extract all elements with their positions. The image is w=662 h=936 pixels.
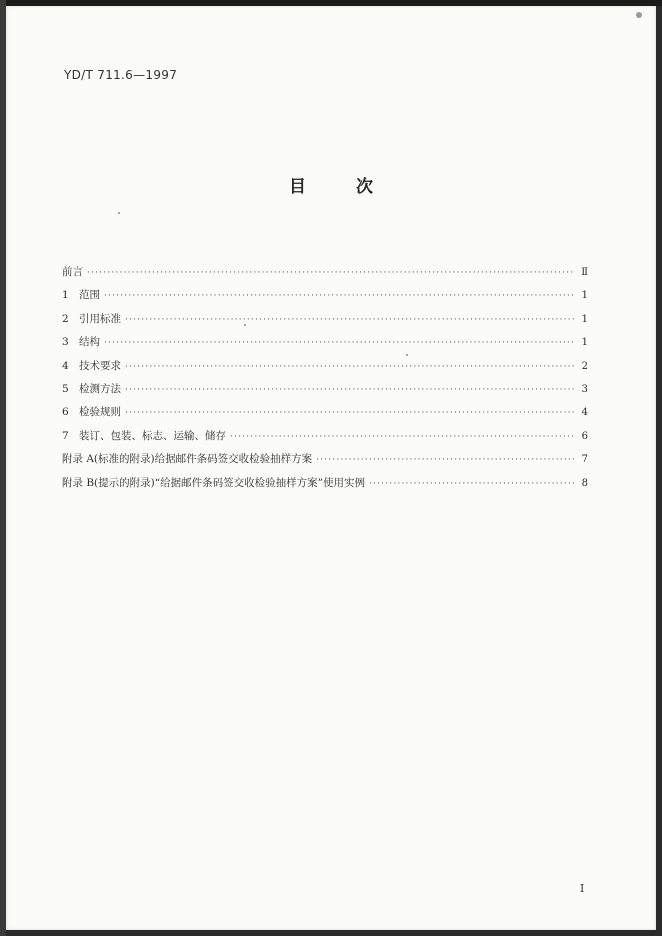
- toc-entry-page: 7: [581, 454, 588, 466]
- standard-number: YD/T 711.6—1997: [64, 68, 178, 82]
- toc-entry-number: 2: [62, 312, 69, 325]
- toc-leader-dots: [125, 315, 574, 325]
- toc-entry-label: 引用标准: [79, 312, 121, 325]
- toc-entry-page: 1: [581, 290, 588, 302]
- toc-entry-foreword[interactable]: [62, 264, 588, 287]
- toc-entry-packaging[interactable]: [62, 428, 588, 451]
- page-title: 目 次: [289, 177, 373, 197]
- page-number: I: [580, 882, 585, 895]
- toc-leader-dots: [125, 408, 574, 418]
- toc-entry-label: 结构: [79, 336, 100, 349]
- toc-entry-page: 6: [581, 430, 588, 442]
- toc-entry-label: 前言: [62, 266, 83, 278]
- toc-entry-appendix-b[interactable]: [62, 475, 588, 498]
- toc-entry-label: 附录 A(标准的附录)给据邮件条码签交收检验抽样方案: [62, 453, 313, 466]
- scan-corner-mark: [636, 12, 642, 18]
- scan-speck: [406, 354, 408, 356]
- toc-entry-test-methods[interactable]: [62, 381, 588, 404]
- toc-entry-label: 技术要求: [79, 359, 121, 372]
- toc-entry-page: 1: [581, 313, 588, 325]
- toc-entry-page: 3: [581, 383, 588, 395]
- toc-leader-dots: [104, 291, 574, 301]
- toc-leader-dots: [125, 362, 574, 372]
- toc-entry-label: 检测方法: [79, 382, 121, 395]
- toc-entry-inspection-rules[interactable]: [62, 404, 588, 427]
- toc-entry-page: 1: [581, 337, 588, 349]
- toc-entry-appendix-a[interactable]: [62, 451, 588, 474]
- toc-entry-number: 4: [62, 359, 69, 372]
- toc-entry-label: 范围: [79, 289, 100, 302]
- toc-entry-requirements[interactable]: [62, 358, 588, 381]
- toc-entry-label: 装订、包装、标志、运输、储存: [79, 429, 226, 442]
- toc-entry-page: 4: [581, 407, 588, 419]
- toc-leader-dots: [369, 479, 574, 489]
- toc-entry-structure[interactable]: [62, 334, 588, 357]
- toc-entry-references[interactable]: [62, 311, 588, 334]
- toc-entry-scope[interactable]: [62, 287, 588, 310]
- toc-leader-dots: [125, 385, 574, 395]
- toc-leader-dots: [230, 432, 574, 442]
- toc-entry-label: 附录 B(提示的附录)“给据邮件条码签交收检验抽样方案”使用实例: [62, 476, 365, 489]
- toc-leader-dots: [104, 338, 574, 348]
- scan-speck: [118, 212, 120, 214]
- toc-entry-page: 2: [581, 360, 588, 372]
- toc-leader-dots: [316, 455, 574, 465]
- toc-entry-number: 5: [62, 382, 69, 395]
- scan-speck: [244, 324, 246, 326]
- toc-entry-page: 8: [581, 477, 588, 489]
- toc-entry-number: 1: [62, 289, 69, 302]
- toc-entry-number: 6: [62, 406, 69, 419]
- document-page: [6, 6, 656, 930]
- table-of-contents: [62, 264, 588, 498]
- toc-entry-page: Ⅱ: [581, 267, 588, 278]
- toc-entry-label: 检验规则: [79, 406, 121, 419]
- toc-leader-dots: [87, 268, 574, 278]
- toc-entry-number: 7: [62, 429, 69, 442]
- toc-entry-number: 3: [62, 336, 69, 349]
